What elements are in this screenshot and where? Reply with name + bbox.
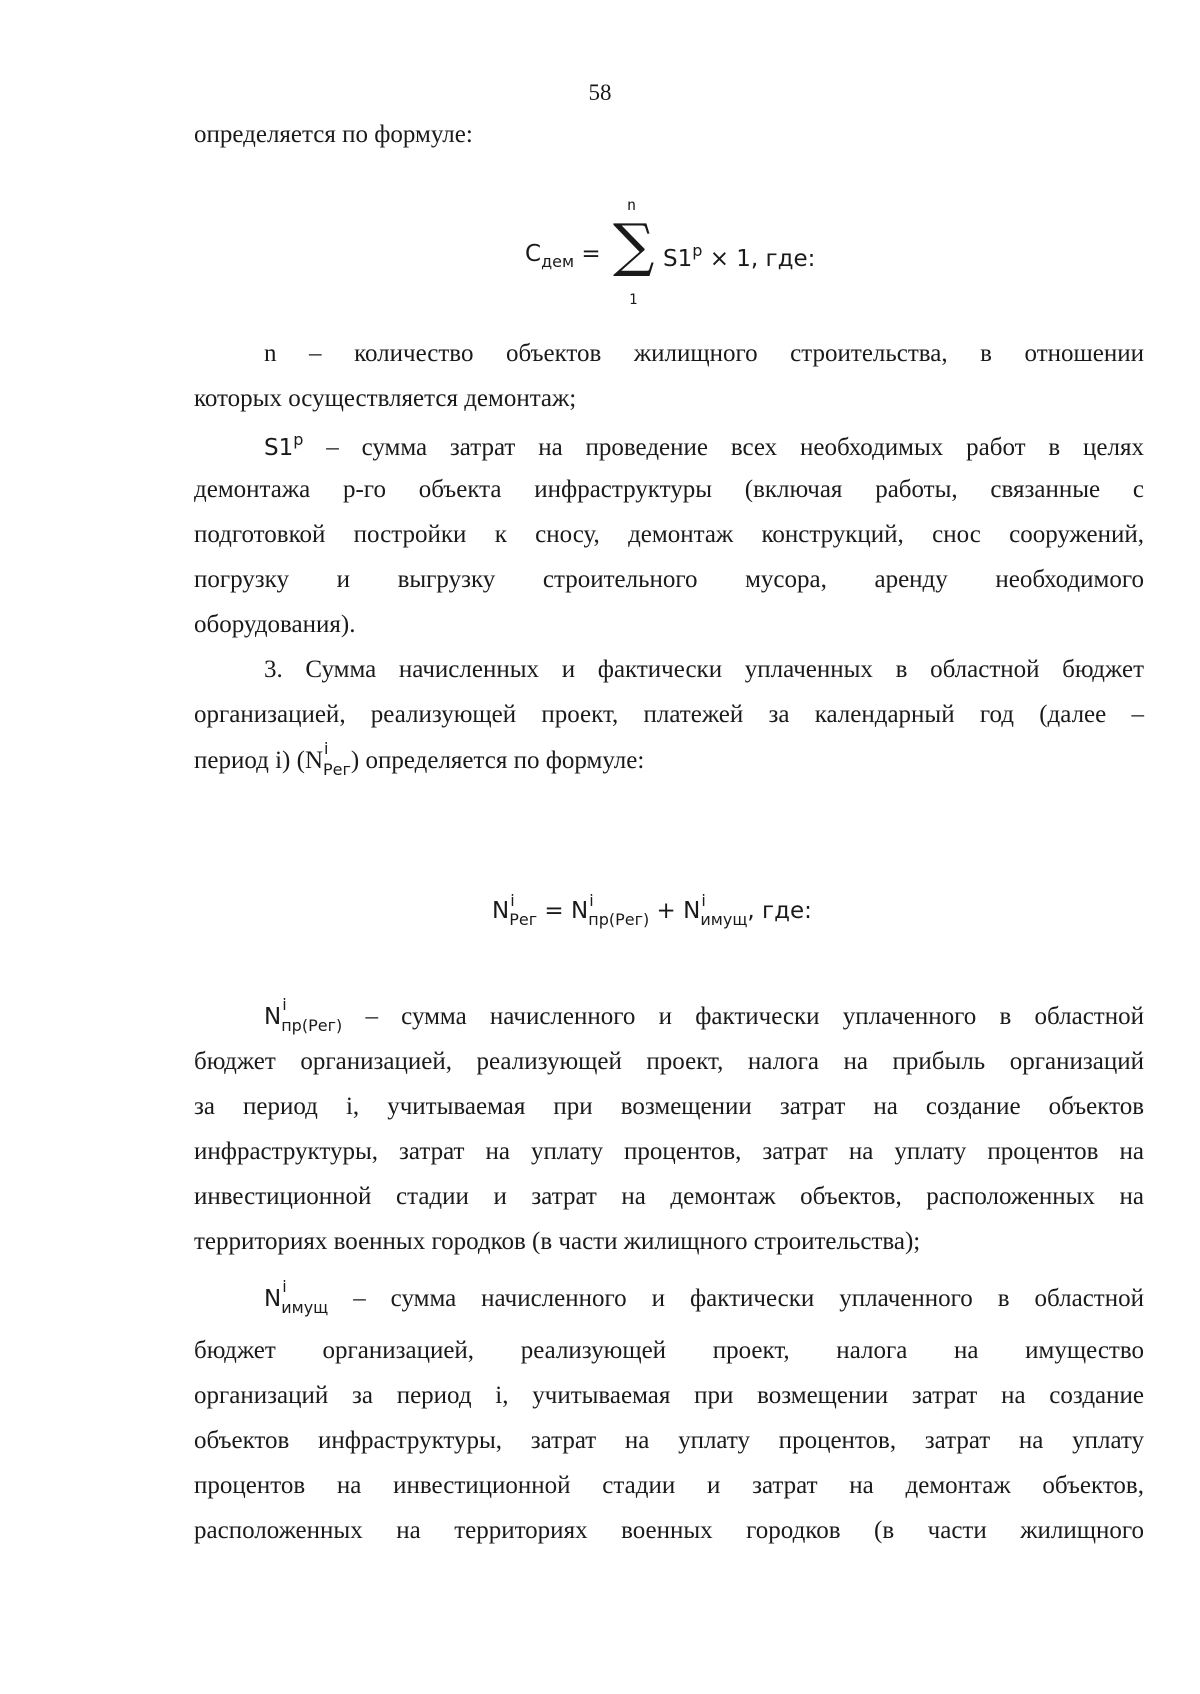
text-line: 3. Сумма начисленных и фактически уплаченных в областной бюджет [264,656,1144,683]
superscript-i: i [589,891,594,910]
page-number: 58 [588,80,612,105]
text-line: бюджет организацией, реализующей проект, налога на прибыль организаций [194,1048,1144,1075]
equals-sign: = [537,898,572,924]
text-line: инфраструктуры, затрат на уплату процентов, затрат на уплату процентов на [194,1138,1144,1165]
text-line: которых осуществляется демонтаж; [194,385,577,412]
times-tail: × 1, где: [702,246,816,272]
text-line [194,739,1144,780]
subscript-dem: дем [541,252,575,271]
text-span: – сумма начисленного и фактически уплаченного в областной [342,1003,1144,1030]
superscript-i: i [701,891,706,910]
text-line [264,432,1144,460]
text-span: период i) (N [194,747,324,774]
symbol-n: N [683,898,701,924]
sum-upper-limit: n [627,196,637,214]
symbol-n: N [571,898,589,924]
plus-sign: + [649,898,684,924]
text-span: – сумма начисленного и фактически уплаченного в областной [328,1285,1144,1312]
formula-demolition-cost [525,196,925,308]
text-span: – сумма затрат на проведение всех необходимых работ в целях [303,434,1144,461]
text-line: подготовкой постройки к сносу, демонтаж конструкций, снос сооружений, [194,521,1144,548]
subsup-i-imush [700,891,748,930]
sigma-symbol: ∑ [613,211,655,279]
text-line: территориях военных городков (в части жилищного строительства); [194,1228,921,1255]
subsup-i-reg [323,739,351,780]
subsup-i-imush [281,1277,329,1318]
superscript-p: p [692,241,703,260]
text-line [264,1277,1144,1318]
subscript-reg: Рег [323,760,351,779]
text-line: определяется по формуле: [194,121,473,148]
text-line: организаций за период i, учитываемая при возмещении затрат на создание [194,1382,1144,1409]
subsup-i-pr-reg [588,891,650,930]
symbol-n: N [492,898,510,924]
text-line: демонтажа р-го объекта инфраструктуры (включая работы, связанные с [194,476,1144,503]
text-line: инвестиционной стадии и затрат на демонтаж объектов, расположенных на [194,1183,1144,1210]
text-line: n – количество объектов жилищного строительства, в отношении [264,340,1144,367]
text-line: процентов на инвестиционной стадии и затрат на демонтаж объектов, [194,1472,1144,1499]
formula-lhs [525,241,601,271]
superscript-i: i [510,891,515,910]
superscript-p: p [293,430,304,449]
symbol-n: N [264,1286,282,1312]
symbol-s1: S1 [264,435,294,461]
superscript-i: i [324,739,329,758]
formula-tail: , где: [747,898,812,924]
text-line: расположенных на территориях военных городков (в части жилищного [194,1517,1144,1544]
text-line: объектов инфраструктуры, затрат на уплату процентов, затрат на уплату [194,1427,1144,1454]
subsup-i-pr-reg [281,995,343,1036]
sum-lower-limit: 1 [629,292,638,308]
subscript-pr-reg: пр(Рег) [281,1016,343,1035]
formula-rhs [663,241,815,272]
subsup-i-reg [509,891,538,930]
equals-sign: = [574,241,601,267]
text-line: оборудования). [194,611,356,638]
subscript-imush: имущ [281,1298,329,1317]
text-span: ) определяется по формуле: [350,747,645,774]
subscript-reg: Рег [509,910,538,929]
subscript-pr-reg: пр(Рег) [588,910,650,929]
text-line: организацией, реализующей проект, платежей за календарный год (далее – [194,701,1144,728]
text-line [264,995,1144,1036]
symbol-s1: S1 [663,246,693,272]
symbol-n: N [264,1004,282,1030]
superscript-i: i [282,1277,287,1296]
superscript-i: i [282,995,287,1014]
subscript-imush: имущ [700,910,748,929]
text-line: бюджет организацией, реализующей проект, налога на имущество [194,1337,1144,1364]
symbol-c: C [525,241,542,267]
formula-regional-payments [492,891,812,930]
text-line: погрузку и выгрузку строительного мусора, аренду необходимого [194,566,1144,593]
text-line: за период i, учитываемая при возмещении затрат на создание объектов [194,1093,1144,1120]
